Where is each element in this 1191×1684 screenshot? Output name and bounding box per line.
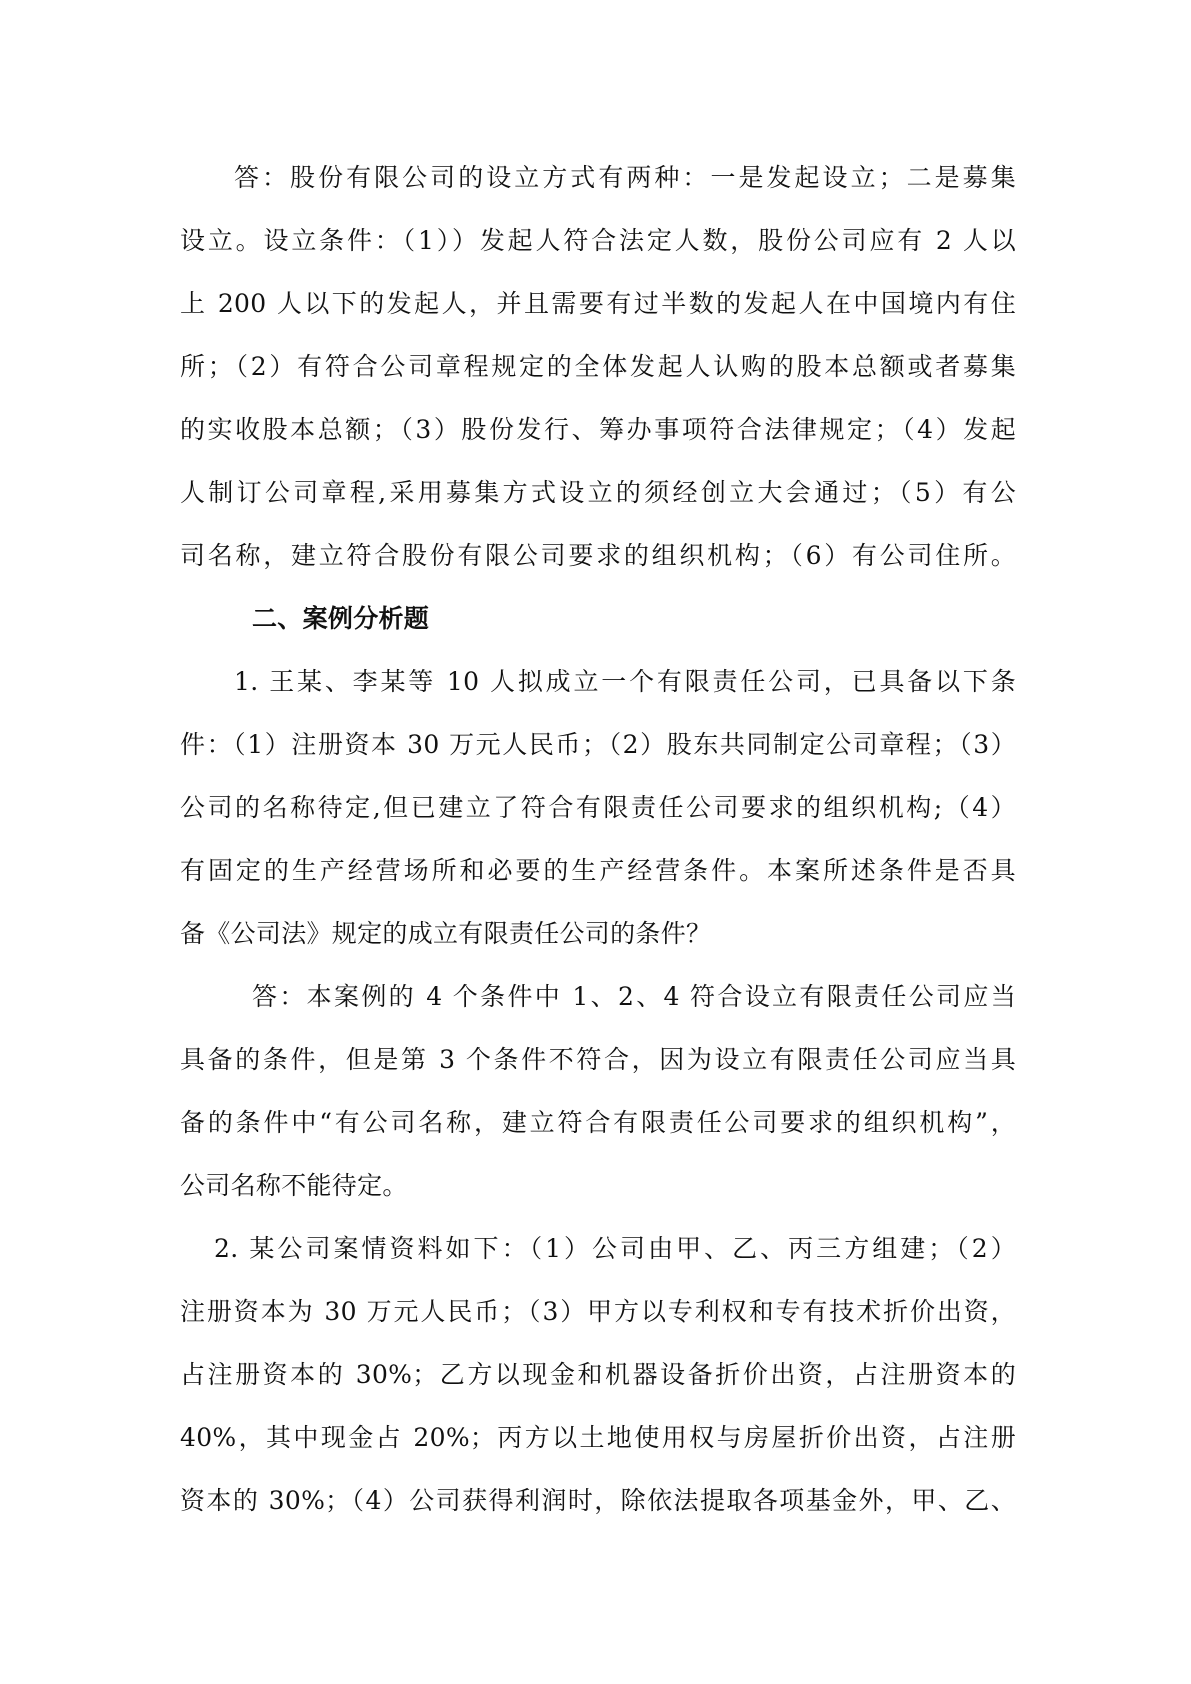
text-line: 司名称，建立符合股份有限公司要求的组织机构；（6）有公司住所。 xyxy=(180,541,1016,570)
text-line: 有固定的生产经营场所和必要的生产经营条件。本案所述条件是否具 xyxy=(180,856,1016,885)
text-line: 所；（2）有符合公司章程规定的全体发起人认购的股本总额或者募集 xyxy=(180,352,1016,381)
case-paragraph-1 xyxy=(180,650,1016,965)
answer-paragraph-1 xyxy=(180,146,1016,587)
text-line: 资本的 30%；（4）公司获得利润时，除依法提取各项基金外，甲、乙、 xyxy=(180,1486,1016,1515)
text-line: 上 200 人以下的发起人，并且需要有过半数的发起人在中国境内有住 xyxy=(180,289,1016,318)
text-line: 备的条件中“有公司名称，建立符合有限责任公司要求的组织机构”， xyxy=(180,1108,1016,1137)
text-line: 40%，其中现金占 20%；丙方以土地使用权与房屋折价出资，占注册 xyxy=(180,1423,1016,1452)
section-heading: 二、案例分析题 xyxy=(252,604,430,633)
text-line: 件：（1）注册资本 30 万元人民币；（2）股东共同制定公司章程；（3） xyxy=(180,730,1016,759)
document-body xyxy=(180,146,1016,1532)
case-paragraph-2 xyxy=(180,1217,1016,1532)
text-line: 公司的名称待定,但已建立了符合有限责任公司要求的组织机构;（4） xyxy=(180,793,1016,822)
text-line: 具备的条件，但是第 3 个条件不符合，因为设立有限责任公司应当具 xyxy=(180,1045,1016,1074)
answer-paragraph-2 xyxy=(180,965,1016,1217)
section-heading-block xyxy=(180,587,1016,650)
text-line: 答：本案例的 4 个条件中 1、2、4 符合设立有限责任公司应当 xyxy=(252,982,1016,1011)
text-line: 答：股份有限公司的设立方式有两种：一是发起设立；二是募集 xyxy=(234,163,1016,192)
text-line: 备《公司法》规定的成立有限责任公司的条件？ xyxy=(180,919,712,948)
text-line: 注册资本为 30 万元人民币；（3）甲方以专利权和专有技术折价出资， xyxy=(180,1297,1016,1326)
text-line: 设立。设立条件：（1））发起人符合法定人数，股份公司应有 2 人以 xyxy=(180,226,1016,255)
text-line: 公司名称不能待定。 xyxy=(180,1171,408,1200)
text-line: 的实收股本总额；（3）股份发行、筹办事项符合法律规定；（4）发起 xyxy=(180,415,1016,444)
text-line: 1. 王某、李某等 10 人拟成立一个有限责任公司，已具备以下条 xyxy=(234,667,1016,696)
text-line: 占注册资本的 30%；乙方以现金和机器设备折价出资，占注册资本的 xyxy=(180,1360,1016,1389)
text-line: 人制订公司章程,采用募集方式设立的须经创立大会通过；（5）有公 xyxy=(180,478,1016,507)
text-line: 2. 某公司案情资料如下：（1）公司由甲、乙、丙三方组建；（2） xyxy=(214,1234,1016,1263)
